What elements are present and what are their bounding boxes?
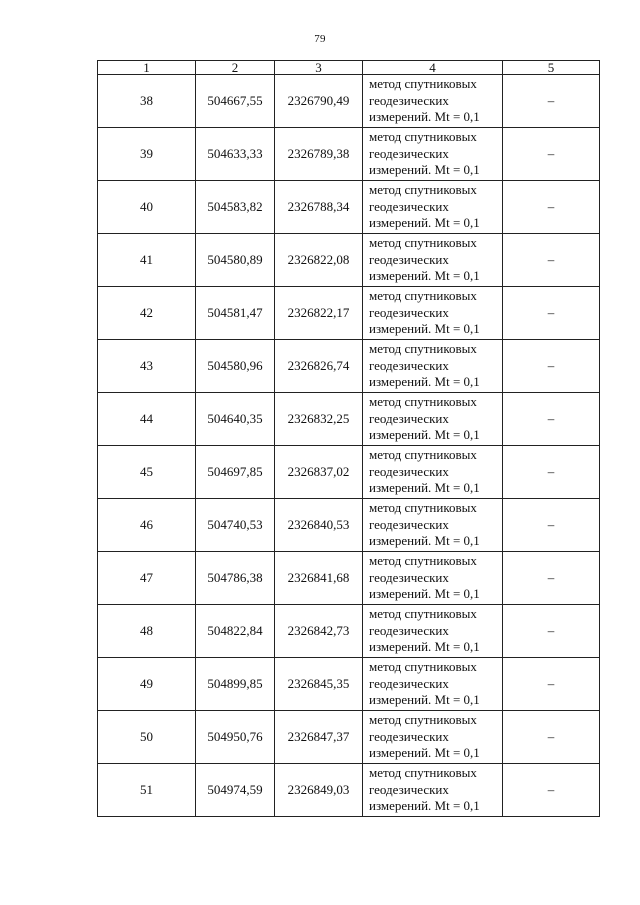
note-cell: – (503, 552, 600, 605)
method-text-line: измерений. Mt = 0,1 (369, 798, 480, 814)
method-cell (363, 499, 503, 552)
method-text-line: измерений. Mt = 0,1 (369, 215, 480, 231)
point-number-cell: 44 (98, 393, 196, 446)
method-text-line: геодезических (369, 728, 449, 744)
method-cell (363, 605, 503, 658)
y-coordinate-cell: 2326822,17 (275, 287, 363, 340)
coordinates-table (97, 60, 600, 817)
table-row (98, 499, 600, 552)
method-text-line: метод спутниковых (369, 129, 477, 145)
table-row (98, 128, 600, 181)
point-number-cell: 40 (98, 181, 196, 234)
point-number-cell: 43 (98, 340, 196, 393)
x-coordinate-cell: 504740,53 (196, 499, 275, 552)
method-text-line: измерений. Mt = 0,1 (369, 374, 480, 390)
method-text-line: геодезических (369, 781, 449, 797)
method-text-line: геодезических (369, 516, 449, 532)
point-number-cell: 39 (98, 128, 196, 181)
y-coordinate-cell: 2326840,53 (275, 499, 363, 552)
method-text-line: метод спутниковых (369, 500, 477, 516)
table-row (98, 658, 600, 711)
method-text-line: измерений. Mt = 0,1 (369, 321, 480, 337)
x-coordinate-cell: 504974,59 (196, 764, 275, 817)
table-row (98, 340, 600, 393)
table-row (98, 446, 600, 499)
method-text-line: метод спутниковых (369, 712, 477, 728)
point-number-cell: 42 (98, 287, 196, 340)
x-coordinate-cell: 504581,47 (196, 287, 275, 340)
method-cell (363, 128, 503, 181)
table-row (98, 75, 600, 128)
table-row (98, 764, 600, 817)
method-text-line: измерений. Mt = 0,1 (369, 109, 480, 125)
column-header-3: 3 (275, 61, 363, 75)
x-coordinate-cell: 504786,38 (196, 552, 275, 605)
note-cell: – (503, 128, 600, 181)
y-coordinate-cell: 2326837,02 (275, 446, 363, 499)
method-text-line: измерений. Mt = 0,1 (369, 268, 480, 284)
note-cell: – (503, 393, 600, 446)
x-coordinate-cell: 504950,76 (196, 711, 275, 764)
method-text-line: метод спутниковых (369, 76, 477, 92)
table-row (98, 711, 600, 764)
column-header-4: 4 (363, 61, 503, 75)
y-coordinate-cell: 2326845,35 (275, 658, 363, 711)
page-number: 79 (314, 33, 326, 45)
note-cell: – (503, 605, 600, 658)
method-text-line: геодезических (369, 463, 449, 479)
method-cell (363, 234, 503, 287)
method-text-line: метод спутниковых (369, 235, 477, 251)
note-cell: – (503, 658, 600, 711)
method-text-line: измерений. Mt = 0,1 (369, 692, 480, 708)
point-number-cell: 49 (98, 658, 196, 711)
x-coordinate-cell: 504583,82 (196, 181, 275, 234)
method-cell (363, 75, 503, 128)
note-cell: – (503, 234, 600, 287)
note-cell: – (503, 75, 600, 128)
x-coordinate-cell: 504697,85 (196, 446, 275, 499)
method-text-line: измерений. Mt = 0,1 (369, 427, 480, 443)
method-text-line: измерений. Mt = 0,1 (369, 480, 480, 496)
note-cell: – (503, 446, 600, 499)
point-number-cell: 50 (98, 711, 196, 764)
y-coordinate-cell: 2326842,73 (275, 605, 363, 658)
method-cell (363, 764, 503, 817)
method-cell (363, 287, 503, 340)
method-text-line: измерений. Mt = 0,1 (369, 639, 480, 655)
point-number-cell: 45 (98, 446, 196, 499)
method-text-line: измерений. Mt = 0,1 (369, 586, 480, 602)
method-text-line: геодезических (369, 198, 449, 214)
method-text-line: метод спутниковых (369, 659, 477, 675)
column-header-2: 2 (196, 61, 275, 75)
y-coordinate-cell: 2326788,34 (275, 181, 363, 234)
method-cell (363, 181, 503, 234)
note-cell: – (503, 287, 600, 340)
y-coordinate-cell: 2326789,38 (275, 128, 363, 181)
y-coordinate-cell: 2326822,08 (275, 234, 363, 287)
method-text-line: геодезических (369, 622, 449, 638)
table-row (98, 234, 600, 287)
y-coordinate-cell: 2326826,74 (275, 340, 363, 393)
method-cell (363, 552, 503, 605)
method-text-line: измерений. Mt = 0,1 (369, 533, 480, 549)
table-body (98, 75, 600, 817)
method-text-line: геодезических (369, 410, 449, 426)
x-coordinate-cell: 504640,35 (196, 393, 275, 446)
column-header-5: 5 (503, 61, 600, 75)
note-cell: – (503, 340, 600, 393)
method-text-line: геодезических (369, 145, 449, 161)
column-header-1: 1 (98, 61, 196, 75)
method-cell (363, 711, 503, 764)
method-text-line: геодезических (369, 675, 449, 691)
table-row (98, 393, 600, 446)
table-header-row (98, 61, 600, 75)
y-coordinate-cell: 2326849,03 (275, 764, 363, 817)
method-text-line: метод спутниковых (369, 394, 477, 410)
method-text-line: метод спутниковых (369, 341, 477, 357)
method-text-line: геодезических (369, 251, 449, 267)
x-coordinate-cell: 504899,85 (196, 658, 275, 711)
x-coordinate-cell: 504667,55 (196, 75, 275, 128)
point-number-cell: 38 (98, 75, 196, 128)
y-coordinate-cell: 2326841,68 (275, 552, 363, 605)
note-cell: – (503, 181, 600, 234)
table-row (98, 552, 600, 605)
point-number-cell: 47 (98, 552, 196, 605)
method-text-line: измерений. Mt = 0,1 (369, 745, 480, 761)
method-text-line: метод спутниковых (369, 553, 477, 569)
method-text-line: метод спутниковых (369, 288, 477, 304)
method-text-line: геодезических (369, 92, 449, 108)
method-text-line: метод спутниковых (369, 765, 477, 781)
method-text-line: метод спутниковых (369, 182, 477, 198)
method-text-line: метод спутниковых (369, 447, 477, 463)
point-number-cell: 41 (98, 234, 196, 287)
x-coordinate-cell: 504633,33 (196, 128, 275, 181)
point-number-cell: 51 (98, 764, 196, 817)
table-row (98, 181, 600, 234)
y-coordinate-cell: 2326832,25 (275, 393, 363, 446)
y-coordinate-cell: 2326847,37 (275, 711, 363, 764)
y-coordinate-cell: 2326790,49 (275, 75, 363, 128)
point-number-cell: 46 (98, 499, 196, 552)
method-text-line: геодезических (369, 569, 449, 585)
note-cell: – (503, 764, 600, 817)
method-text-line: геодезических (369, 357, 449, 373)
method-text-line: геодезических (369, 304, 449, 320)
table-row (98, 605, 600, 658)
x-coordinate-cell: 504580,89 (196, 234, 275, 287)
method-cell (363, 340, 503, 393)
x-coordinate-cell: 504822,84 (196, 605, 275, 658)
method-cell (363, 446, 503, 499)
method-cell (363, 393, 503, 446)
method-text-line: метод спутниковых (369, 606, 477, 622)
table-row (98, 287, 600, 340)
note-cell: – (503, 499, 600, 552)
note-cell: – (503, 711, 600, 764)
method-text-line: измерений. Mt = 0,1 (369, 162, 480, 178)
point-number-cell: 48 (98, 605, 196, 658)
method-cell (363, 658, 503, 711)
x-coordinate-cell: 504580,96 (196, 340, 275, 393)
